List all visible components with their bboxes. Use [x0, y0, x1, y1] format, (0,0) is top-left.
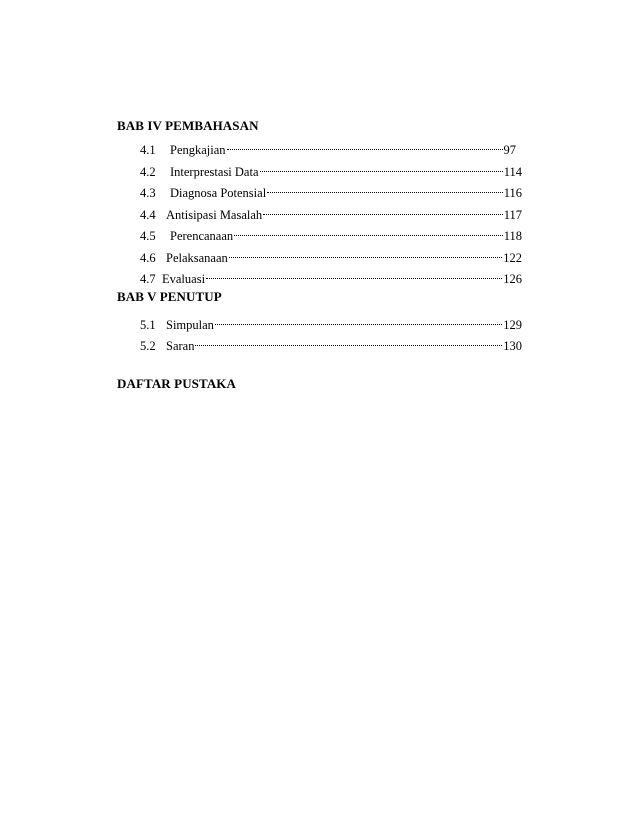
- toc-entry-5-1: [140, 313, 522, 332]
- toc-dot-leader: [267, 181, 503, 197]
- toc-entry-page: 126: [503, 272, 522, 286]
- toc-entry-number: 4.4: [140, 208, 156, 222]
- toc-entry-number: 5.2: [140, 339, 156, 353]
- toc-entry-title: Interprestasi Data: [170, 165, 259, 179]
- toc-dot-leader: [260, 160, 503, 176]
- toc-dot-leader: [227, 138, 503, 154]
- toc-entry-4-2: [140, 160, 522, 179]
- toc-entry-page: 129: [503, 318, 522, 332]
- toc-entry-title: Simpulan: [166, 318, 214, 332]
- toc-entry-page: 122: [503, 251, 522, 265]
- toc-entry-title: Pelaksanaan: [166, 251, 228, 265]
- toc-entry-number: 4.5: [140, 229, 156, 243]
- toc-entry-5-2: [140, 334, 522, 353]
- toc-entry-title: Evaluasi: [162, 272, 206, 286]
- chapter-heading-bab-v: BAB V PENUTUP: [117, 289, 222, 304]
- toc-entry-page: 97: [503, 143, 516, 157]
- toc-dot-leader: [206, 267, 502, 283]
- toc-entry-number: 4.1: [140, 143, 156, 157]
- toc-entry-title: Diagnosa Potensial: [170, 186, 267, 200]
- toc-entry-4-7: [140, 267, 522, 286]
- toc-entry-number: 5.1: [140, 318, 156, 332]
- toc-entry-title: Saran: [166, 339, 195, 353]
- toc-dot-leader: [215, 313, 502, 329]
- toc-entry-number: 4.7: [140, 272, 156, 286]
- toc-entry-4-6: [140, 246, 522, 265]
- toc-entry-page: 118: [503, 229, 522, 243]
- chapter-heading-daftar-pustaka: DAFTAR PUSTAKA: [117, 376, 237, 391]
- chapter-heading-bab-iv: BAB IV PEMBAHASAN: [117, 118, 259, 133]
- toc-dot-leader: [234, 224, 503, 240]
- toc-entry-4-1: [140, 138, 516, 157]
- toc-entry-4-3: [140, 181, 522, 200]
- toc-entry-4-5: [140, 224, 522, 243]
- toc-dot-leader: [229, 246, 502, 262]
- toc-entry-number: 4.2: [140, 165, 156, 179]
- toc-entry-number: 4.6: [140, 251, 156, 265]
- toc-entry-title: Antisipasi Masalah: [166, 208, 263, 222]
- toc-entry-number: 4.3: [140, 186, 156, 200]
- toc-entry-title: Pengkajian: [170, 143, 226, 157]
- toc-dot-leader: [263, 203, 503, 219]
- toc-entry-page: 130: [503, 339, 522, 353]
- toc-entry-4-4: [140, 203, 522, 222]
- toc-dot-leader: [195, 334, 502, 350]
- toc-entry-page: 117: [503, 208, 522, 222]
- toc-entry-title: Perencanaan: [170, 229, 234, 243]
- toc-entry-page: 116: [503, 186, 522, 200]
- toc-entry-page: 114: [503, 165, 522, 179]
